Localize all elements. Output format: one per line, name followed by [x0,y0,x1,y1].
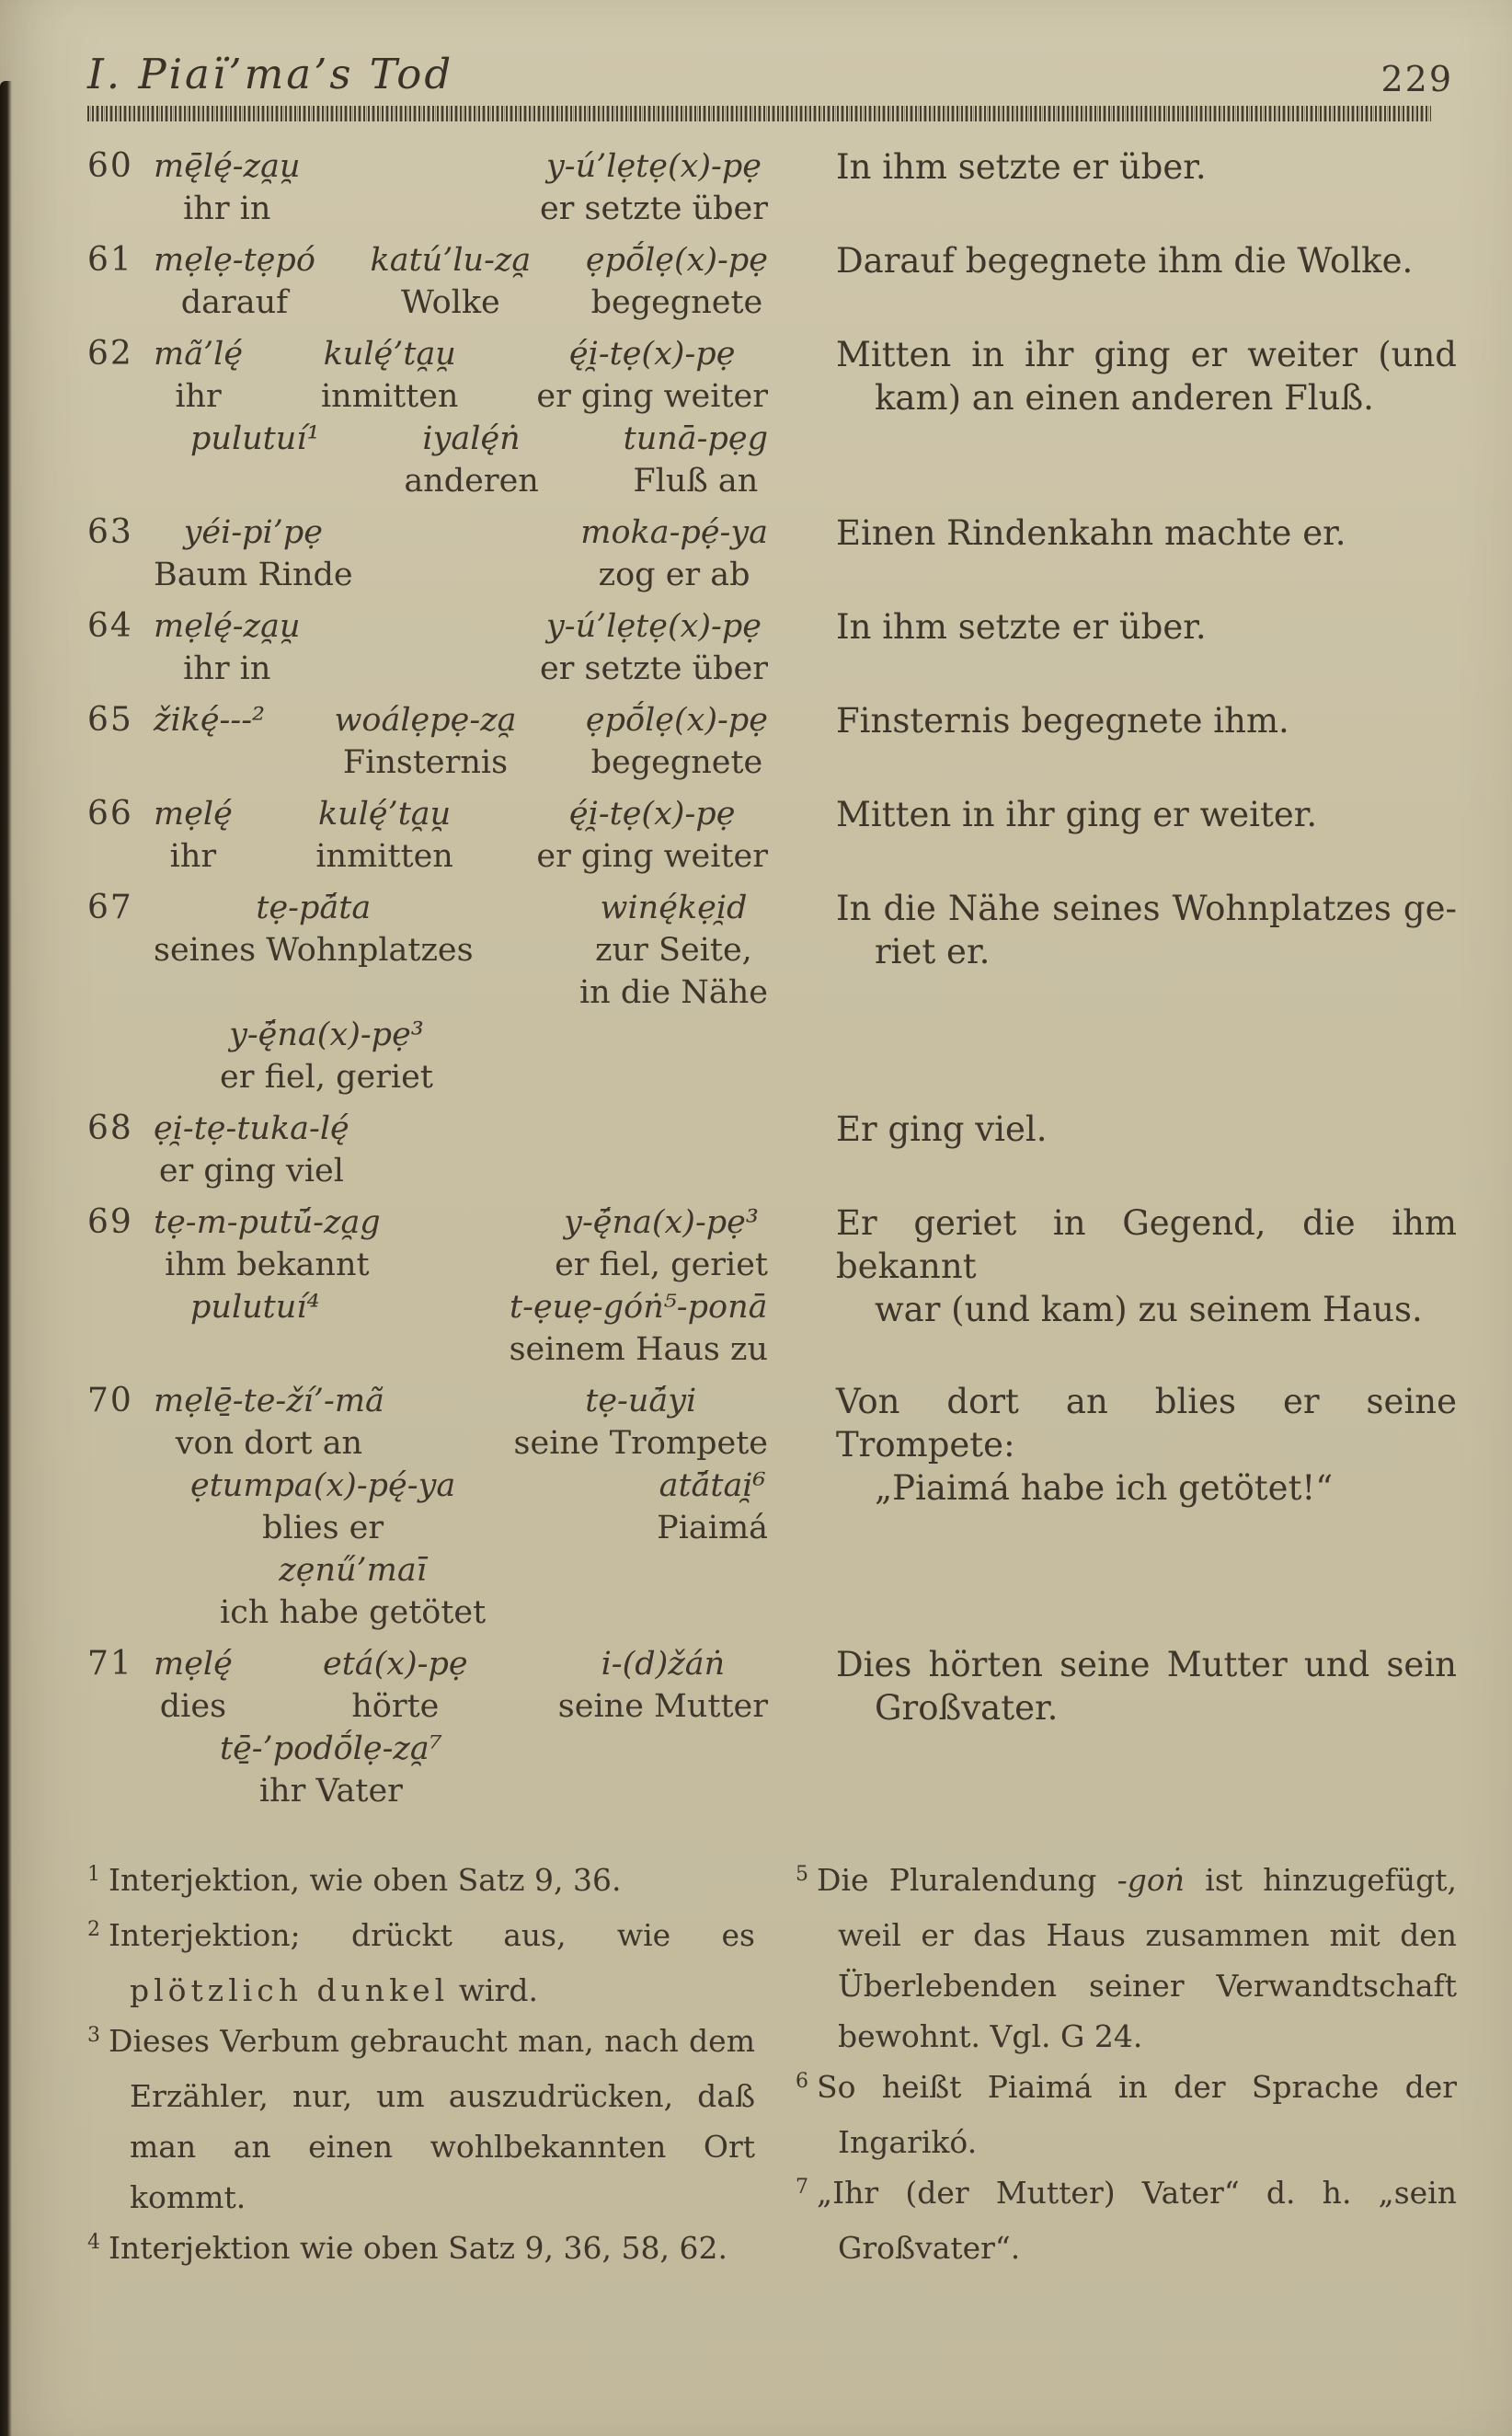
interlinear-block [154,793,796,878]
sentence-row [87,1643,1457,1812]
footnote-text: Interjektion; drückt aus, wie es [109,1917,755,1953]
word-cell [514,1380,768,1465]
word-row [154,1014,768,1098]
sentence-number: 70 [87,1382,133,1419]
native-word: ẹpṓlẹ(x)-pẹ [585,702,768,739]
footnote-number: 6 [796,2070,809,2093]
sentence-number: 60 [87,147,133,185]
word-row [154,333,768,418]
word-cell [154,1108,349,1192]
native-word: tē̱-’podṓlẹ-za̯⁷ [220,1730,442,1767]
translation [796,1201,1457,1331]
native-word: y-ú’lẹtẹ(x)-pẹ [546,608,762,645]
footnote-number: 1 [87,1863,101,1886]
gloss-line: von dort an [175,1425,363,1462]
native-word: i-(d)žáṅ [601,1646,726,1683]
sentence-number: 63 [87,513,133,551]
word-row [154,145,768,230]
sentence-row [87,1108,1457,1192]
translation-line: Von dort an blies er seine Trompete: [836,1382,1457,1465]
word-cell [540,605,768,690]
word-cell [190,1286,320,1371]
footnote-number: 4 [87,2231,101,2254]
footnote-text: wird. [449,1972,538,2008]
interlinear-block [154,239,796,324]
sentence-number: 64 [87,607,133,645]
native-word: tẹ-m-putū́-za̯g [154,1204,381,1241]
native-word: y-ę̄́na(x)-pẹ³ [229,1017,424,1053]
sentence-number: 61 [87,241,133,279]
translation [796,239,1457,282]
interlinear-side [87,511,796,596]
native-word: moka-pẹ́-ya [580,514,768,551]
sentence-row [87,699,1457,784]
word-cell [536,793,768,878]
native-word: kulę́’ta̯u̯ [317,796,452,833]
sentence-row [87,239,1457,324]
gloss-line: Baum Rinde [154,557,353,593]
native-word: pulutuí⁴ [190,1289,320,1326]
interlinear-side [87,333,796,502]
word-cell [154,605,300,690]
translation [796,1643,1457,1729]
native-word: tẹ-pā́ta [256,890,372,926]
footnote-text: Interjektion, wie oben Satz 9, 36. [109,1862,622,1898]
interlinear-side [87,887,796,1098]
sentence-number: 69 [87,1203,133,1241]
word-cell [220,1014,433,1098]
gloss-line: seines Wohnplatzes [154,932,474,969]
native-word: mẹlę́-za̯u̯ [154,608,301,645]
native-word: ę́i̯-tẹ(x)-pẹ [568,796,736,833]
footnote-text: Die Pluralendung [817,1862,1117,1898]
gloss-line: ihm bekannt [165,1247,370,1283]
gloss-line: darauf [180,284,289,321]
footnote [87,2016,755,2223]
interlinear-block [154,1380,796,1634]
word-row [154,1465,768,1549]
interlinear-block [154,1108,796,1192]
word-row [154,1643,768,1728]
translation [796,887,1457,973]
native-word: mã’lę́ [154,336,244,373]
interlinear-side [87,1108,796,1192]
gloss-line: inmitten [315,838,453,875]
gloss-line: er ging weiter [536,838,768,875]
word-row [154,239,768,324]
word-cell [154,511,353,596]
native-word: ẹpṓlẹ(x)-pẹ [585,242,768,279]
gloss-line: dies [159,1688,227,1725]
interlinear-side [87,699,796,784]
sentence-number: 71 [87,1645,133,1683]
word-cell [540,145,768,230]
sentence-row [87,1201,1457,1371]
gloss-line: ihr Vater [258,1773,403,1810]
gloss-line: inmitten [320,378,459,415]
gloss-line: Fluß an [633,463,759,500]
footnote-text: Dieses Verbum gebraucht man, nach dem Erzähler, nur, um auszudrücken, daß man an einen wohlbekannten Ort kommt. [109,2023,755,2215]
translation-line: riet er. [875,932,991,971]
gloss-line: ihr [169,838,217,875]
gloss-line: ihr in [183,650,271,687]
gloss-line: Wolke [400,284,500,321]
gloss-line: er fiel, geriet [220,1059,433,1096]
native-word: yéi-pi’pẹ [183,514,323,551]
interlinear-side [87,1643,796,1812]
gloss-line: er ging weiter [536,378,768,415]
sentence-row [87,511,1457,596]
native-word: mẹlẹ-tẹpó [154,242,315,279]
interlinear-block [154,1201,796,1371]
word-cell [404,418,539,502]
footnote-text: „Ihr (der Mutter) Vater“ d. h. „sein Großvater“. [817,2175,1457,2266]
footnotes [87,1855,1457,2278]
gloss-line: seine Trompete [513,1425,768,1462]
word-cell [536,333,768,418]
gloss-line: er setzte über [539,190,768,227]
word-cell [220,1728,442,1812]
gloss-line: zog er ab [598,557,750,593]
translation [796,145,1457,189]
native-word: žikę́---² [154,702,266,739]
translation [796,1108,1457,1151]
word-cell [190,418,320,502]
native-word: mẹlę́ [154,1646,233,1683]
sentence-row [87,605,1457,690]
page-header [87,50,1457,100]
footnote-text: Interjektion wie oben Satz 9, 36, 58, 62. [109,2230,727,2266]
native-word: pulutuí¹ [190,420,320,457]
word-row [154,511,768,596]
word-row [154,887,768,1014]
translation-line: In ihm setzte er über. [836,147,1207,187]
native-word: iyalę́ṅ [422,420,521,457]
footnotes-right-column [796,1855,1457,2278]
sentence-number: 65 [87,701,133,739]
word-cell [154,793,233,878]
word-cell [154,699,265,784]
gloss-line: seinem Haus zu [509,1331,768,1368]
word-row [154,1549,768,1634]
interlinear-side [87,145,796,230]
word-cell [154,1643,233,1728]
translation-line: „Piaimá habe ich getötet!“ [875,1468,1334,1508]
footnote-number: 2 [87,1918,101,1941]
page-number: 229 [1380,59,1453,99]
section-rule [87,106,1431,121]
native-word: tẹ-uā́yi [585,1383,697,1419]
translation [796,605,1457,649]
footnote-text: ist hinzugefügt, weil er das Haus zusammen mit den Überlebenden seiner Verwandtschaft bewohnt. Vgl. G 24. [838,1862,1457,2054]
word-row [154,699,768,784]
translation-line: Großvater. [875,1688,1059,1728]
native-word: katú’lu-za̯ [370,242,532,279]
native-word: mẹlę́ [154,796,233,833]
translation-line: Einen Rindenkahn machte er. [836,513,1346,553]
main-content [87,145,1457,1812]
footnote [87,1855,755,1910]
word-cell [154,1380,384,1465]
native-word: tunā-pẹg [623,420,768,457]
word-cell [321,333,459,418]
word-row [154,1728,768,1812]
interlinear-side [87,793,796,878]
footnote-text: plötzlich dunkel [130,1972,450,2008]
native-word: woálẹpẹ-za̯ [334,702,517,739]
sentence-number: 67 [87,889,133,926]
gloss-line: ihr [175,378,222,415]
translation-line: war (und kam) zu seinem Haus. [875,1290,1423,1329]
gloss-line: zur Seite, [595,932,752,969]
word-cell [323,1643,468,1728]
interlinear-side [87,239,796,324]
translation-line: Er ging viel. [836,1109,1048,1149]
word-cell [334,699,516,784]
native-word: t-ẹuẹ-góṅ⁵-ponā [510,1289,768,1326]
gloss-line: seine Mutter [557,1688,768,1725]
footnote [796,2062,1457,2167]
footnote [87,1910,755,2016]
translation-line: kam) an einen anderen Fluß. [875,378,1374,418]
chapter-title: I. Piaï’ma’s Tod [87,50,454,98]
translation-line: In die Nähe seines Wohnplatzes ge- [836,889,1457,928]
word-cell [371,239,532,324]
word-cell [555,1201,768,1286]
gloss-line: blies er [262,1510,384,1546]
native-word: winę́kẹi̯d [600,890,748,926]
translation [796,699,1457,742]
gloss-line: er setzte über [539,650,768,687]
word-cell [315,793,453,878]
word-row [154,1108,768,1192]
footnote [87,2223,755,2278]
translation-line: Darauf begegnete ihm die Wolke. [836,241,1414,281]
interlinear-block [154,333,796,502]
footnote-number: 3 [87,2024,101,2047]
native-word: mẹlē̱-te-ží’-mã [154,1383,384,1419]
gloss-line: begegnete [590,744,763,781]
translation-line: Mitten in ihr ging er weiter. [836,795,1318,834]
word-row [154,418,768,502]
gloss-line: begegnete [590,284,763,321]
sentence-number: 68 [87,1109,133,1147]
translation-line: Finsternis begegnete ihm. [836,701,1289,741]
gloss-line: Finsternis [342,744,509,781]
interlinear-side [87,605,796,690]
sentence-row [87,887,1457,1098]
translation [796,333,1457,419]
gloss-line: er ging viel [158,1153,344,1189]
word-cell [154,145,300,230]
word-row [154,1286,768,1371]
native-word: zẹnű’maī [279,1552,427,1589]
native-word: kulę́’ta̯u̯ [323,336,456,373]
native-word: mę̄lę́-za̯u̯ [154,148,301,185]
word-cell [580,511,768,596]
gloss-line: ich habe getötet [220,1594,487,1631]
sentence-row [87,793,1457,878]
word-row [154,1380,768,1465]
word-cell [154,239,315,324]
native-word: etá(x)-pẹ [322,1646,468,1683]
gloss-line: ihr in [183,190,271,227]
interlinear-block [154,511,796,596]
word-cell [190,1465,455,1549]
native-word: y-ú’lẹtẹ(x)-pẹ [546,148,762,185]
word-row [154,793,768,878]
footnote [796,2167,1457,2273]
native-word: atā́tai̯⁶ [659,1467,766,1504]
translation [796,1380,1457,1510]
word-cell [154,887,474,1014]
sentence-row [87,145,1457,230]
footnote-number: 5 [796,1863,809,1886]
interlinear-block [154,699,796,784]
word-cell [558,1643,768,1728]
footnote [796,1855,1457,2062]
gloss-line: hörte [351,1688,440,1725]
footnote-text: So heißt Piaimá in der Sprache der Ingarikó. [817,2069,1457,2160]
translation-line: Dies hörten seine Mutter und sein [836,1645,1457,1684]
translation-line: Er geriet in Gegend, die ihm bekannt [836,1203,1457,1286]
native-word: ę́i̯-tẹ(x)-pẹ [568,336,736,373]
interlinear-block [154,887,796,1098]
interlinear-side [87,1380,796,1634]
interlinear-block [154,145,796,230]
native-word: ẹi̯-tẹ-tuka-lę́ [154,1110,349,1147]
word-row [154,605,768,690]
gloss-line: in die Nähe [578,974,768,1011]
translation [796,793,1457,836]
translation-line: In ihm setzte er über. [836,607,1207,647]
sentence-row [87,1380,1457,1634]
word-cell [586,699,768,784]
word-cell [579,887,768,1014]
word-cell [657,1465,768,1549]
interlinear-block [154,1643,796,1812]
footnote-number: 7 [796,2176,809,2199]
native-word: y-ę̄́na(x)-pẹ³ [564,1204,759,1241]
translation-line: Mitten in ihr ging er weiter (und [836,335,1457,374]
native-word: ẹtumpa(x)-pę́-ya [190,1467,456,1504]
sentence-number: 62 [87,335,133,373]
footnote-text: -goṅ [1117,1862,1186,1898]
gloss-line: Piaimá [657,1510,768,1546]
interlinear-side [87,1201,796,1371]
gloss-line: anderen [404,463,539,500]
gloss-line: er fiel, geriet [555,1247,768,1283]
sentence-number: 66 [87,795,133,833]
word-cell [154,333,243,418]
word-cell [154,1201,381,1286]
word-cell [510,1286,768,1371]
word-cell [586,239,768,324]
sentence-row [87,333,1457,502]
translation [796,511,1457,555]
interlinear-block [154,605,796,690]
word-cell [624,418,768,502]
word-row [154,1201,768,1286]
footnotes-left-column [87,1855,796,2278]
word-cell [220,1549,486,1634]
